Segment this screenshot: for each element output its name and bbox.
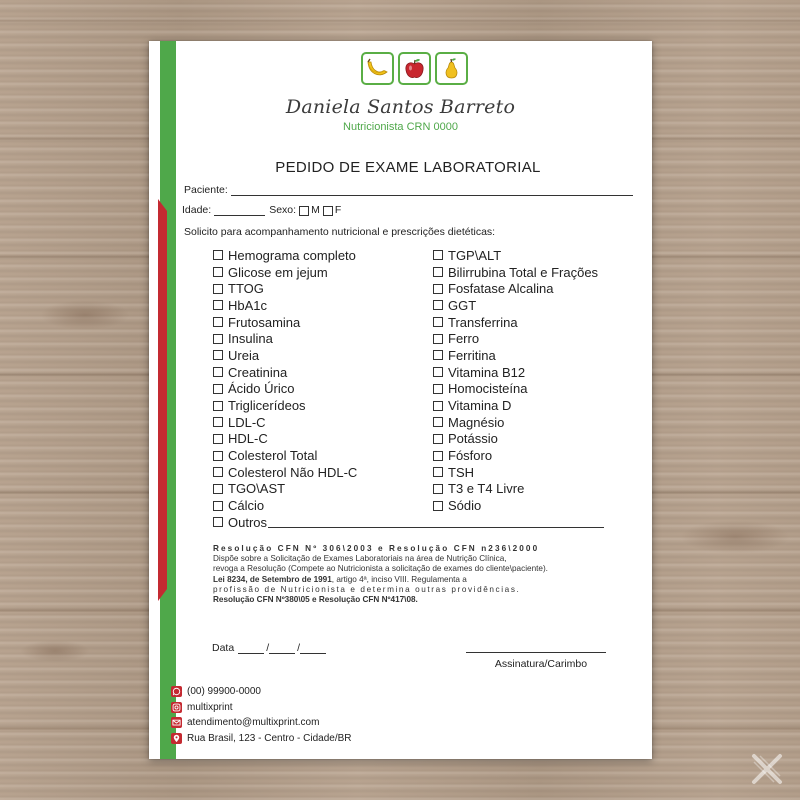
exam-label: TTOG bbox=[228, 281, 264, 297]
exam-checkbox[interactable] bbox=[213, 501, 223, 511]
exam-label: GGT bbox=[448, 297, 477, 313]
signature-label: Assinatura/Carimbo bbox=[494, 658, 588, 670]
exam-label: Colesterol Total bbox=[228, 448, 318, 464]
sex-label: Sexo: bbox=[269, 204, 297, 216]
exam-label: Outros bbox=[228, 514, 268, 530]
exam-item bbox=[433, 247, 598, 264]
exam-label: Frutosamina bbox=[228, 314, 301, 330]
exam-checkbox[interactable] bbox=[213, 467, 223, 477]
patient-field[interactable] bbox=[231, 185, 633, 196]
exam-label: Ferro bbox=[448, 331, 480, 347]
exam-checkbox[interactable] bbox=[213, 367, 223, 377]
contact-address-text: Rua Brasil, 123 - Centro - Cidade/BR bbox=[187, 732, 352, 744]
exam-item bbox=[433, 464, 598, 481]
exam-label: Homocisteína bbox=[448, 381, 528, 397]
exam-item bbox=[433, 297, 598, 314]
exam-item bbox=[433, 381, 598, 398]
sex-m-checkbox[interactable] bbox=[299, 206, 309, 216]
exam-label: Magnésio bbox=[448, 414, 505, 430]
exam-checkbox[interactable] bbox=[213, 517, 223, 527]
exam-checkbox[interactable] bbox=[213, 350, 223, 360]
exam-checkbox[interactable] bbox=[213, 401, 223, 411]
exam-checkbox[interactable] bbox=[213, 434, 223, 444]
email-icon bbox=[171, 717, 182, 728]
contact-email-text: atendimento@multixprint.com bbox=[187, 717, 320, 729]
exam-label: Vitamina B12 bbox=[448, 364, 526, 380]
contact-instagram-text: multixprint bbox=[187, 701, 233, 713]
outros-field[interactable] bbox=[268, 516, 604, 528]
exam-checkbox[interactable] bbox=[213, 384, 223, 394]
contact-instagram bbox=[171, 700, 352, 716]
exam-checkbox[interactable] bbox=[433, 484, 443, 494]
age-sex-row bbox=[182, 204, 341, 216]
exam-checkbox[interactable] bbox=[433, 401, 443, 411]
exam-label: Transferrina bbox=[448, 314, 518, 330]
exam-checkbox[interactable] bbox=[433, 284, 443, 294]
exam-list-right bbox=[433, 247, 598, 514]
exam-label: HDL-C bbox=[228, 431, 268, 447]
wood-knot bbox=[40, 300, 130, 330]
exam-label: Colesterol Não HDL-C bbox=[228, 464, 358, 480]
exam-checkbox[interactable] bbox=[213, 250, 223, 260]
whatsapp-icon bbox=[171, 686, 182, 697]
exam-label: LDL-C bbox=[228, 414, 266, 430]
exam-checkbox[interactable] bbox=[433, 250, 443, 260]
exam-label: Vitamina D bbox=[448, 398, 512, 414]
exam-checkbox[interactable] bbox=[433, 334, 443, 344]
exam-item bbox=[433, 414, 598, 431]
exam-item bbox=[433, 347, 598, 364]
exam-item bbox=[433, 314, 598, 331]
legal-line bbox=[213, 575, 607, 585]
exam-checkbox[interactable] bbox=[433, 300, 443, 310]
exam-checkbox[interactable] bbox=[213, 417, 223, 427]
exam-checkbox[interactable] bbox=[213, 484, 223, 494]
exam-label: Ureia bbox=[228, 347, 260, 363]
contact-phone bbox=[171, 684, 352, 700]
sex-f-label: F bbox=[334, 204, 342, 216]
exam-item bbox=[433, 397, 598, 414]
date-month-field[interactable] bbox=[269, 643, 295, 654]
exam-item bbox=[433, 330, 598, 347]
location-icon bbox=[171, 733, 182, 744]
exam-checkbox[interactable] bbox=[433, 451, 443, 461]
contact-phone-text: (00) 99900-0000 bbox=[187, 686, 261, 698]
exam-item bbox=[433, 431, 598, 448]
exam-request-sheet bbox=[149, 41, 652, 759]
patient-label: Paciente: bbox=[184, 184, 228, 196]
exam-label: Bilirrubina Total e Frações bbox=[448, 264, 599, 280]
date-year-field[interactable] bbox=[300, 643, 326, 654]
exam-label: TGP\ALT bbox=[448, 247, 502, 263]
exam-checkbox[interactable] bbox=[213, 334, 223, 344]
exam-item bbox=[433, 447, 598, 464]
watermark-x-logo-icon bbox=[750, 752, 784, 786]
age-field[interactable] bbox=[214, 205, 265, 216]
exam-label: T3 e T4 Livre bbox=[448, 481, 525, 497]
exam-checkbox[interactable] bbox=[433, 367, 443, 377]
exam-checkbox[interactable] bbox=[213, 267, 223, 277]
date-row bbox=[212, 642, 326, 654]
fruit-logo bbox=[361, 52, 468, 85]
legal-line: Resolução CFN Nº380\05 e Resolução CFN Nº417\08. bbox=[213, 595, 418, 605]
patient-row bbox=[184, 184, 633, 196]
instagram-icon bbox=[171, 702, 182, 713]
banana-icon bbox=[361, 52, 394, 85]
exam-item-outros bbox=[213, 514, 604, 531]
age-label: Idade: bbox=[182, 204, 212, 216]
exam-label: HbA1c bbox=[228, 297, 268, 313]
sex-m-label: M bbox=[311, 204, 320, 216]
exam-label: Sódio bbox=[448, 498, 482, 514]
exam-label: Ácido Úrico bbox=[228, 381, 295, 397]
exam-label: Ferritina bbox=[448, 347, 496, 363]
red-side-bar bbox=[158, 199, 167, 601]
exam-item bbox=[433, 280, 598, 297]
signature-line[interactable] bbox=[466, 652, 606, 653]
request-intro: Solicito para acompanhamento nutricional e prescrições dietéticas: bbox=[184, 226, 496, 238]
exam-label: Cálcio bbox=[228, 498, 265, 514]
exam-checkbox[interactable] bbox=[213, 300, 223, 310]
doctor-name: Daniela Santos Barreto bbox=[285, 96, 516, 118]
wood-knot bbox=[680, 520, 790, 554]
legal-law-ref: Lei 8234, de Setembro de 1991 bbox=[213, 574, 332, 584]
exam-label: Fósforo bbox=[448, 448, 493, 464]
legal-line: Resolução CFN Nº 306\2003 e Resolução CFN n236\2000 bbox=[213, 544, 540, 553]
legal-line: profissão de Nutricionista e determina outras providências. bbox=[213, 584, 521, 594]
exam-checkbox[interactable] bbox=[433, 350, 443, 360]
legal-law-text: , artigo 4ª, inciso VIII. Regulamenta a bbox=[331, 574, 467, 584]
exam-checkbox[interactable] bbox=[213, 284, 223, 294]
exam-label: Fosfatase Alcalina bbox=[448, 281, 554, 297]
form-title: PEDIDO DE EXAME LABORATORIAL bbox=[275, 159, 541, 176]
date-separator: / bbox=[297, 642, 301, 654]
contact-list bbox=[171, 684, 352, 746]
exam-item bbox=[433, 264, 598, 281]
exam-checkbox[interactable] bbox=[433, 501, 443, 511]
exam-item bbox=[433, 497, 598, 514]
exam-checkbox[interactable] bbox=[213, 317, 223, 327]
exam-checkbox[interactable] bbox=[433, 417, 443, 427]
exam-item bbox=[433, 364, 598, 381]
contact-email bbox=[171, 715, 352, 731]
exam-label: Triglicerídeos bbox=[228, 398, 306, 414]
date-day-field[interactable] bbox=[238, 643, 264, 654]
pear-icon bbox=[435, 52, 468, 85]
exam-label: Creatinina bbox=[228, 364, 288, 380]
doctor-credential: Nutricionista CRN 0000 bbox=[343, 121, 458, 133]
date-separator: / bbox=[266, 642, 270, 654]
legal-line: Dispõe sobre a Solicitação de Exames Laboratoriais na área de Nutrição Clínica, bbox=[213, 554, 507, 564]
wood-knot bbox=[20, 640, 90, 662]
exam-label: Glicose em jejum bbox=[228, 264, 328, 280]
exam-checkbox[interactable] bbox=[433, 434, 443, 444]
exam-label: Insulina bbox=[228, 331, 273, 347]
exam-checkbox[interactable] bbox=[433, 467, 443, 477]
exam-label: TGO\AST bbox=[228, 481, 286, 497]
sex-f-checkbox[interactable] bbox=[323, 206, 333, 216]
exam-checkbox[interactable] bbox=[433, 384, 443, 394]
exam-label: Hemograma completo bbox=[228, 247, 356, 263]
exam-label: Potássio bbox=[448, 431, 498, 447]
contact-address bbox=[171, 731, 352, 747]
legal-notice bbox=[213, 544, 607, 605]
apple-icon bbox=[398, 52, 431, 85]
exam-item bbox=[433, 481, 598, 498]
date-label: Data bbox=[212, 642, 235, 654]
exam-checkbox[interactable] bbox=[433, 317, 443, 327]
exam-checkbox[interactable] bbox=[213, 451, 223, 461]
exam-label: TSH bbox=[448, 464, 474, 480]
legal-line: revoga a Resolução (Compete ao Nutricionista a solicitação de exames do cliente\paciente). bbox=[213, 564, 548, 574]
exam-checkbox[interactable] bbox=[433, 267, 443, 277]
